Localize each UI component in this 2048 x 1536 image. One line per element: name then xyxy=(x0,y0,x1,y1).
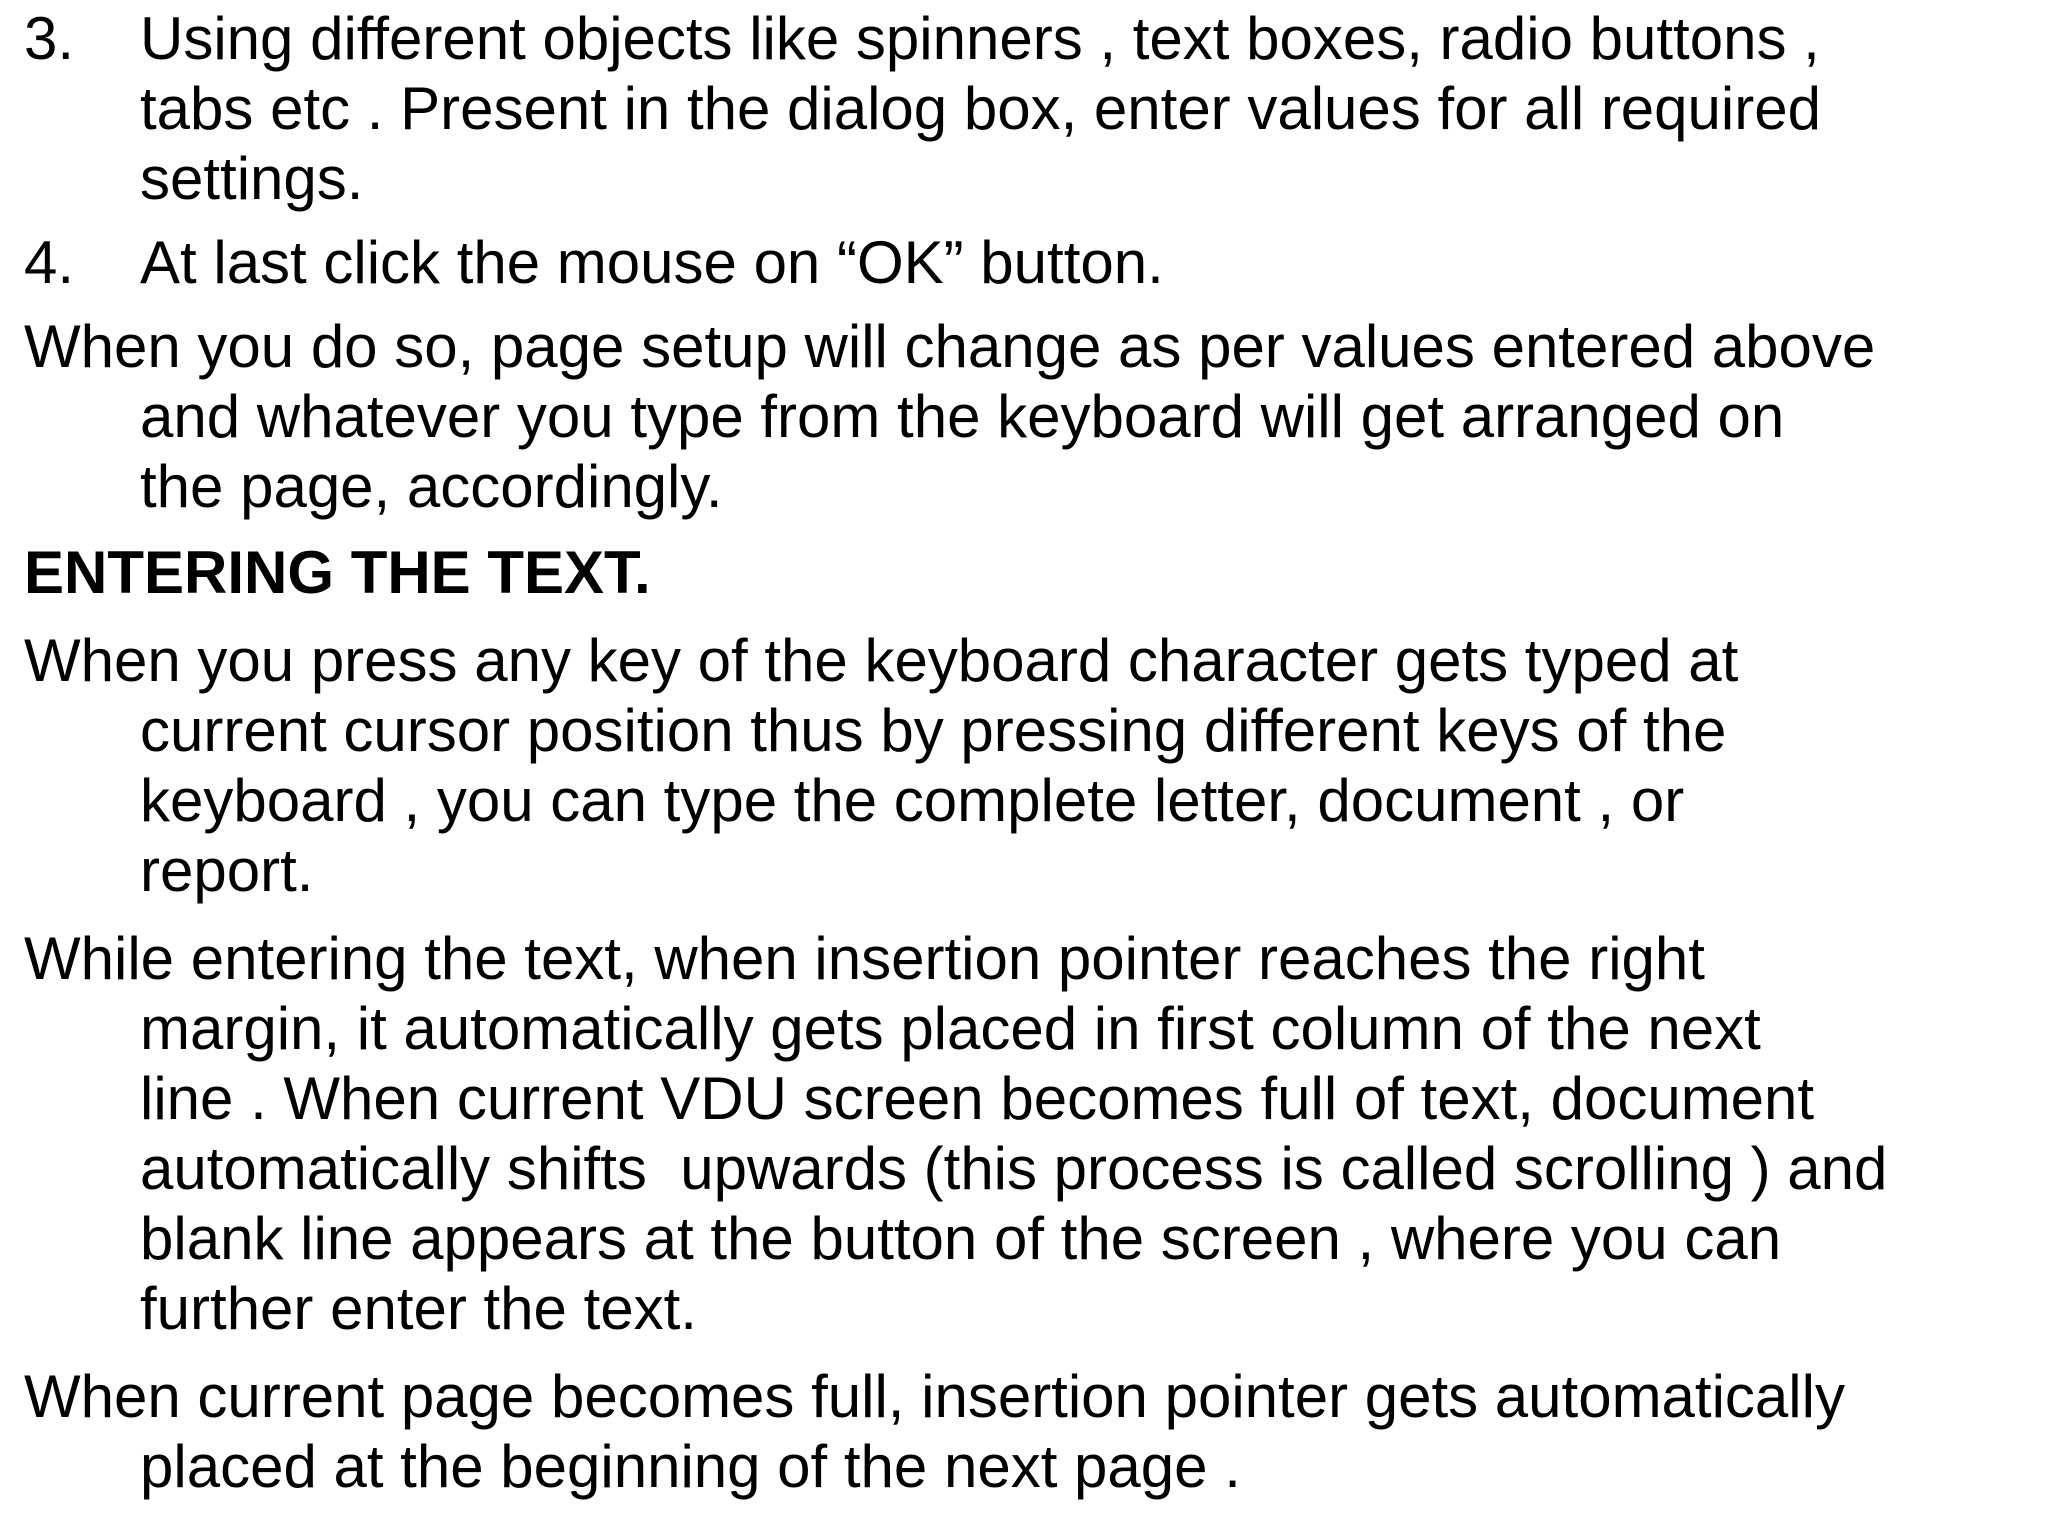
paragraph-line: When you press any key of the keyboard character gets typed at xyxy=(24,627,1739,694)
paragraph-line: line . When current VDU screen becomes full of text, document xyxy=(140,1065,1815,1132)
paragraph-typing xyxy=(24,626,2034,906)
item-line: Using different objects like spinners , text boxes, radio buttons , xyxy=(140,5,1820,72)
item-number: 3. xyxy=(24,5,75,72)
paragraph-page-setup xyxy=(24,312,2034,522)
item-line: settings. xyxy=(140,145,364,212)
slide-body xyxy=(24,4,2034,1502)
paragraph-line: placed at the beginning of the next page . xyxy=(140,1433,1241,1500)
section-heading: ENTERING THE TEXT. xyxy=(24,539,651,606)
paragraph-line: current cursor position thus by pressing different keys of the xyxy=(140,697,1727,764)
paragraph-line: the page, accordingly. xyxy=(140,453,723,520)
paragraph-line: and whatever you type from the keyboard will get arranged on xyxy=(140,383,1785,450)
paragraph-line: blank line appears at the button of the screen , where you can xyxy=(140,1205,1782,1272)
paragraph-line: automatically shifts upwards (this process is called scrolling ) and xyxy=(140,1135,1888,1202)
paragraph-line: further enter the text. xyxy=(140,1275,697,1342)
paragraph-line: While entering the text, when insertion pointer reaches the right xyxy=(24,925,1705,992)
numbered-item-3 xyxy=(24,4,2034,214)
paragraph-line: When you do so, page setup will change as per values entered above xyxy=(24,313,1876,380)
paragraph-line: keyboard , you can type the complete letter, document , or xyxy=(140,767,1685,834)
paragraph-margin xyxy=(24,924,2034,1344)
numbered-item-4 xyxy=(24,228,2034,298)
paragraph-page-full xyxy=(24,1362,2034,1502)
item-line: At last click the mouse on “OK” button. xyxy=(140,229,1164,296)
paragraph-line: When current page becomes full, insertion pointer gets automatically xyxy=(24,1363,1845,1430)
paragraph-line: margin, it automatically gets placed in first column of the next xyxy=(140,995,1761,1062)
paragraph-line: report. xyxy=(140,837,314,904)
item-line: tabs etc . Present in the dialog box, enter values for all required xyxy=(140,75,1821,142)
item-number: 4. xyxy=(24,229,75,296)
